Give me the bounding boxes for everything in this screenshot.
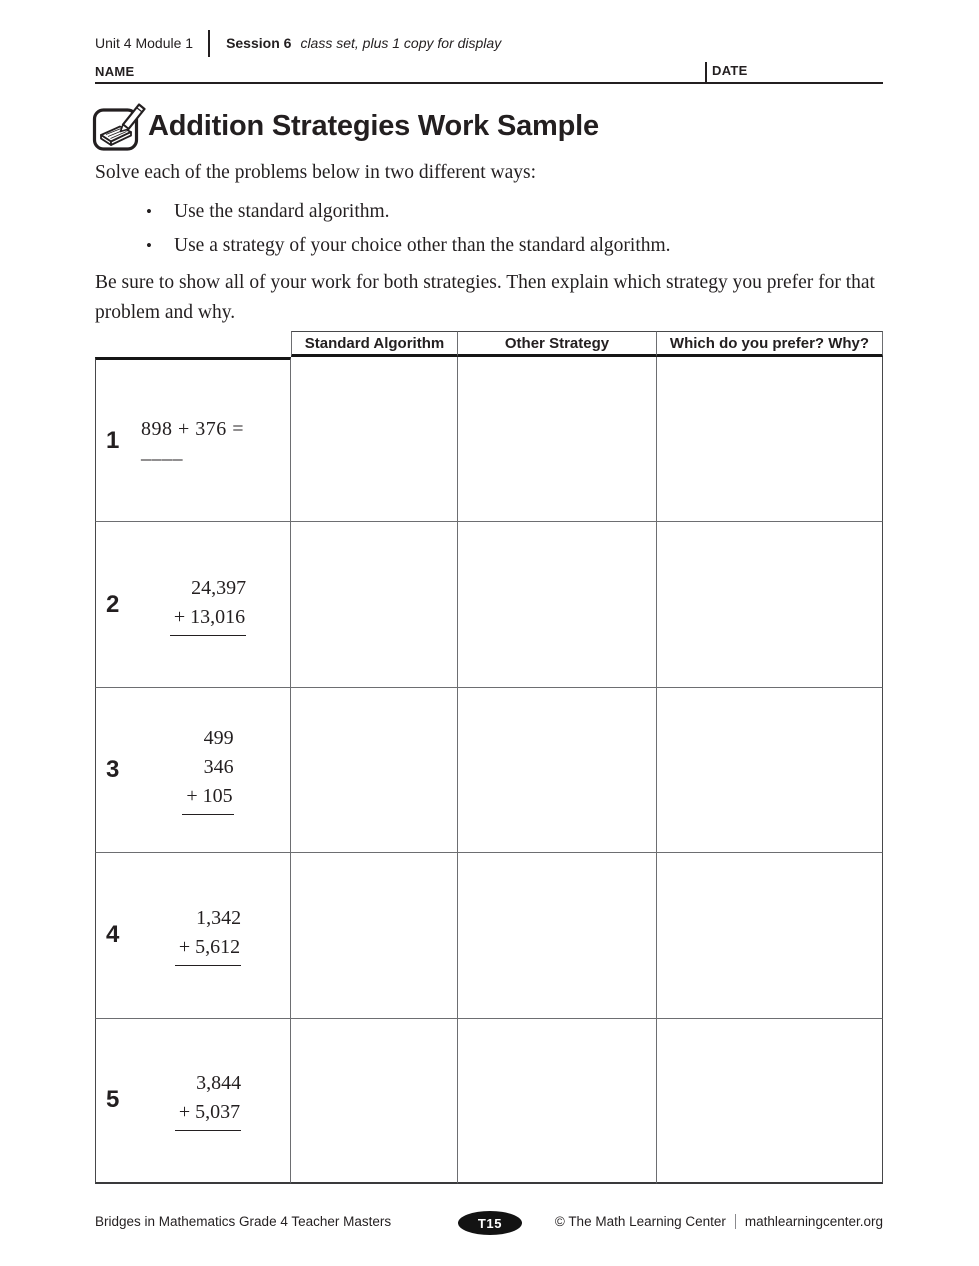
addend: + 13,016 (170, 603, 246, 636)
column-header-prefer-why: Which do you prefer? Why? (657, 331, 883, 357)
column-header-standard-algorithm: Standard Algorithm (291, 331, 458, 357)
name-label: NAME (95, 64, 135, 79)
footer-publisher (555, 1214, 883, 1229)
other-strategy-workspace-3 (458, 688, 657, 853)
problem-expression: 898 + 376 = ____ (141, 417, 245, 463)
header-divider (208, 30, 210, 57)
addend: + 105 (182, 782, 233, 815)
page-number-badge: T15 (458, 1211, 522, 1235)
bullet-item: • Use a strategy of your choice other than the standard algorithm. (95, 229, 887, 263)
problem-number: 3 (106, 755, 120, 783)
other-strategy-workspace-5 (458, 1019, 657, 1184)
instructions-bullets (95, 195, 887, 263)
header-spacer-cell (95, 331, 291, 357)
footer-separator (735, 1214, 736, 1229)
page-title: Addition Strategies Work Sample (148, 109, 599, 142)
stacked-addition (182, 724, 233, 815)
instructions-outro: Be sure to show all of your work for both strategies. Then explain which strategy you prefer for that problem and why. (95, 272, 875, 323)
prefer-why-workspace-5 (657, 1019, 883, 1184)
problem-number: 2 (106, 590, 120, 618)
date-label: DATE (705, 62, 748, 82)
problem-number: 1 (106, 426, 120, 454)
title-row (92, 100, 599, 152)
stacked-addition (170, 574, 246, 636)
instructions-intro: Solve each of the problems below in two different ways: (95, 162, 536, 183)
problem-cell-2 (95, 522, 291, 687)
problem-cell-1 (95, 357, 291, 522)
stacked-addition (175, 1069, 241, 1131)
problem-number: 5 (106, 1086, 120, 1114)
session-label: Session 6 (226, 35, 292, 51)
pencil-paper-icon (92, 100, 148, 152)
addend: 346 (203, 756, 234, 779)
problem-cell-3 (95, 688, 291, 853)
footer-website: mathlearningcenter.org (744, 1214, 883, 1229)
prefer-why-workspace-2 (657, 522, 883, 687)
addend: 24,397 (191, 576, 247, 599)
addend: 499 (203, 727, 234, 750)
prefer-why-workspace-3 (657, 688, 883, 853)
bullet-item: • Use the standard algorithm. (95, 195, 887, 229)
footer-series-title: Bridges in Mathematics Grade 4 Teacher Masters (95, 1214, 392, 1229)
other-strategy-workspace-1 (458, 357, 657, 522)
footer-copyright: © The Math Learning Center (554, 1214, 726, 1229)
problem-number: 4 (106, 921, 120, 949)
other-strategy-workspace-4 (458, 853, 657, 1018)
stacked-addition (175, 904, 241, 966)
session-note: class set, plus 1 copy for display (300, 35, 502, 51)
prefer-why-workspace-4 (657, 853, 883, 1018)
standard-algorithm-workspace-5 (291, 1019, 458, 1184)
standard-algorithm-workspace-4 (291, 853, 458, 1018)
problem-cell-4 (95, 853, 291, 1018)
instructions (95, 158, 887, 327)
standard-algorithm-workspace-2 (291, 522, 458, 687)
other-strategy-workspace-2 (458, 522, 657, 687)
column-header-other-strategy: Other Strategy (458, 331, 657, 357)
prefer-why-workspace-1 (657, 357, 883, 522)
addend: + 5,612 (175, 933, 241, 966)
unit-module-label: Unit 4 Module 1 (95, 35, 194, 51)
addend: + 5,037 (175, 1098, 241, 1131)
worksheet-table (95, 331, 883, 1184)
problem-cell-5 (95, 1019, 291, 1184)
addend: 1,342 (196, 907, 242, 930)
addend: 3,844 (196, 1072, 242, 1095)
standard-algorithm-workspace-3 (291, 688, 458, 853)
standard-algorithm-workspace-1 (291, 357, 458, 522)
document-header (95, 29, 501, 57)
name-date-row (95, 57, 883, 84)
